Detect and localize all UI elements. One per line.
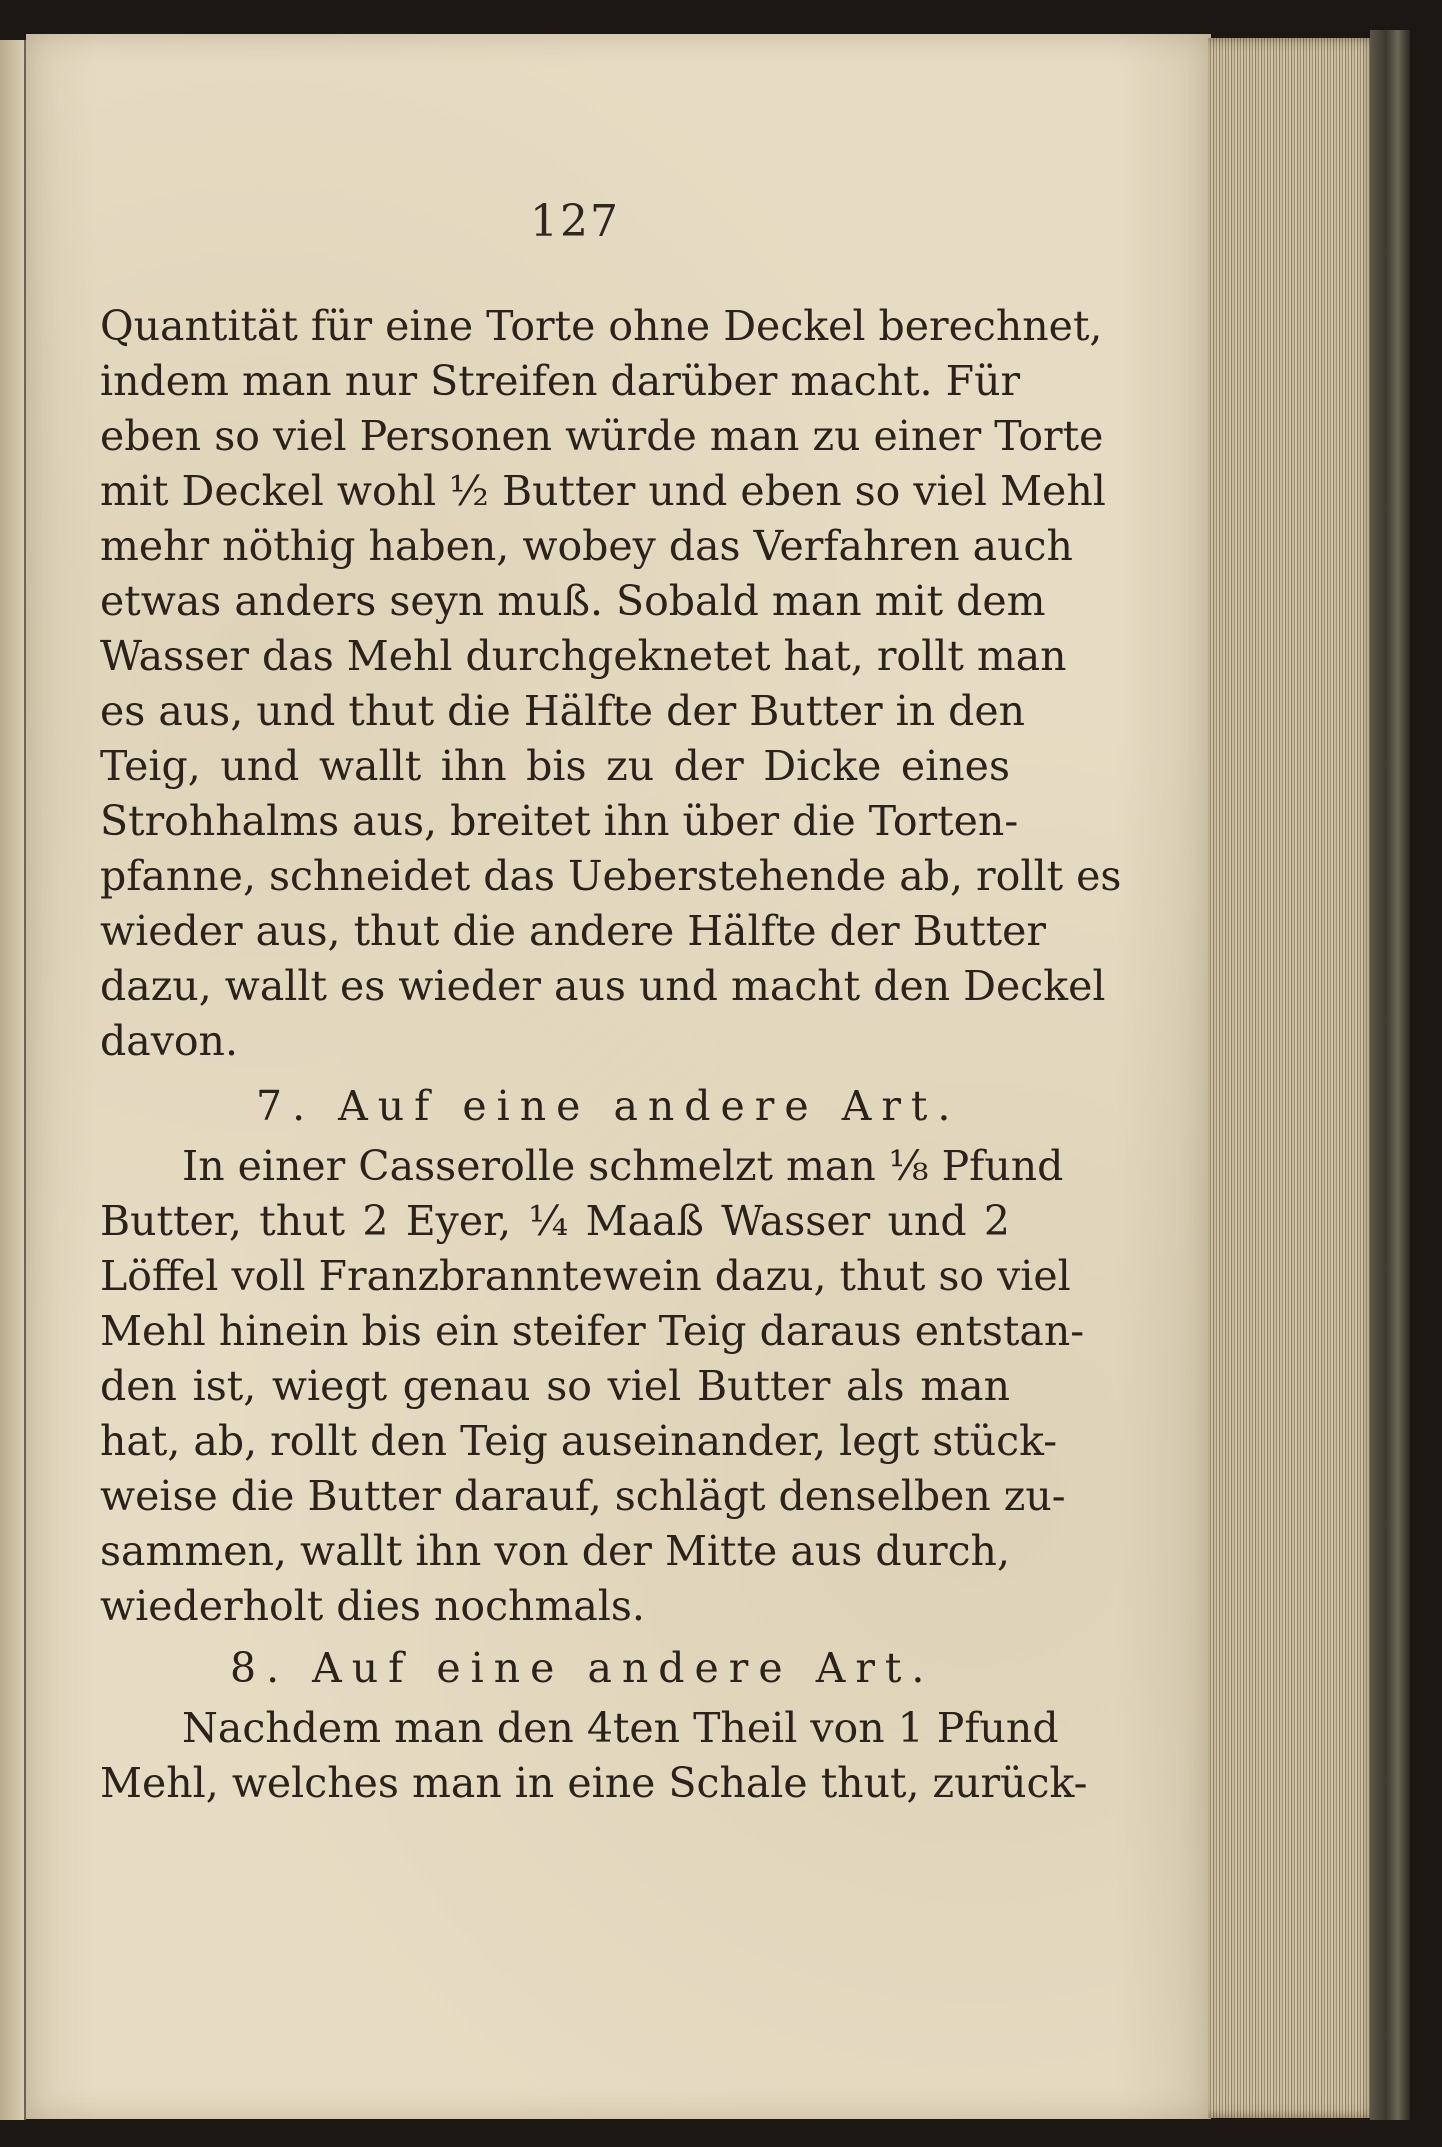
text-line: mit Deckel wohl ½ Butter und eben so viel Mehl (100, 467, 1106, 515)
text-line: wiederholt dies nochmals. (100, 1582, 645, 1630)
text-line: davon. (100, 1017, 238, 1065)
book-cover-edge (1370, 30, 1410, 2120)
text-line: Mehl hinein bis ein steifer Teig daraus entstan- (100, 1307, 1085, 1355)
text-line: Quantität für eine Torte ohne Deckel berechnet, (100, 302, 1103, 350)
text-line: weise die Butter darauf, schlägt denselben zu- (100, 1472, 1066, 1520)
facing-page-edge (0, 40, 26, 2120)
text-line: eben so viel Personen würde man zu einer Torte (100, 412, 1104, 460)
text-line: den ist, wiegt genau so viel Butter als man (100, 1362, 1010, 1410)
page-block-edges (1208, 38, 1378, 2118)
page-number: 127 (530, 196, 620, 247)
text-line: mehr nöthig haben, wobey das Verfahren auch (100, 522, 1073, 570)
text-line: Mehl, welches man in eine Schale thut, zurück- (100, 1759, 1088, 1807)
text-line: dazu, wallt es wieder aus und macht den Deckel (100, 962, 1106, 1010)
section-heading: 8. Auf eine andere Art. (230, 1644, 935, 1692)
text-line: es aus, und thut die Hälfte der Butter in den (100, 687, 1026, 735)
text-line: sammen, wallt ihn von der Mitte aus durch, (100, 1527, 1010, 1575)
text-line: Strohhalms aus, breitet ihn über die Torten- (100, 797, 1019, 845)
text-line: pfanne, schneidet das Ueberstehende ab, rollt es (100, 852, 1122, 900)
text-line: wieder aus, thut die andere Hälfte der Butter (100, 907, 1047, 955)
text-line: Nachdem man den 4ten Theil von 1 Pfund (182, 1704, 1059, 1752)
section-heading: 7. Auf eine andere Art. (256, 1082, 961, 1130)
text-line: etwas anders seyn muß. Sobald man mit dem (100, 577, 1046, 625)
text-line: Teig, und wallt ihn bis zu der Dicke eines (100, 742, 1010, 790)
text-line: hat, ab, rollt den Teig auseinander, legt stück- (100, 1417, 1058, 1465)
text-line: indem man nur Streifen darüber macht. Für (100, 357, 1021, 405)
text-line: Butter, thut 2 Eyer, ¼ Maaß Wasser und 2 (100, 1197, 1010, 1245)
text-line: In einer Casserolle schmelzt man ⅛ Pfund (182, 1142, 1064, 1190)
text-line: Löffel voll Franzbranntewein dazu, thut so viel (100, 1252, 1071, 1300)
text-line: Wasser das Mehl durchgeknetet hat, rollt man (100, 632, 1067, 680)
